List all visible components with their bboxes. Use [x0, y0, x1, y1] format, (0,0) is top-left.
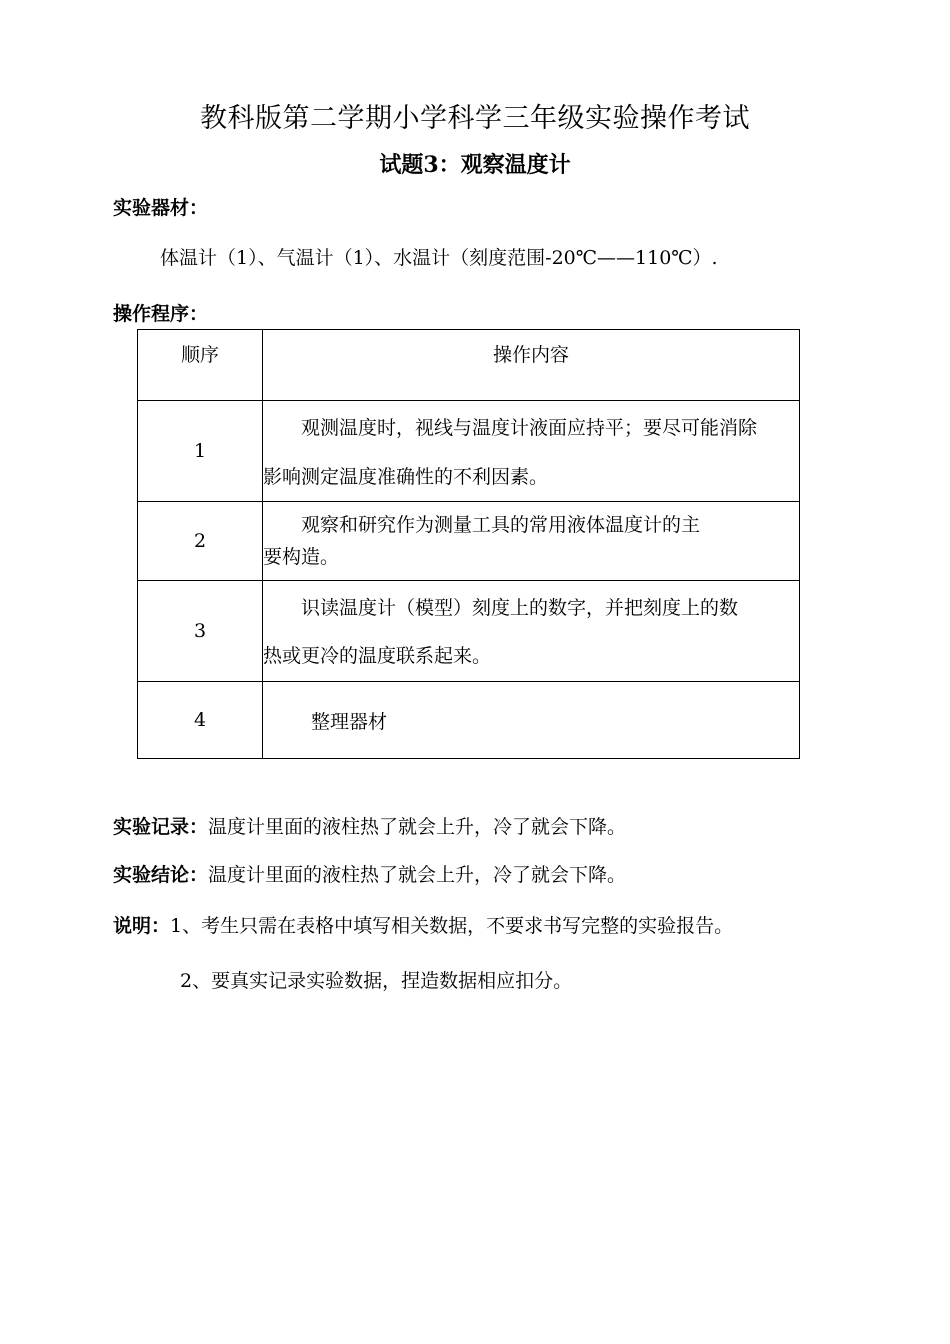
row-content: [263, 401, 800, 502]
row-content-line: 热或更冷的温度联系起来。: [263, 645, 492, 667]
row-content: [263, 682, 800, 759]
column-header-seq: 顺序: [138, 330, 263, 401]
conclusion-text: 温度计里面的液柱热了就会上升，冷了就会下降。: [208, 864, 627, 886]
row-content-line: 观察和研究作为测量工具的常用液体温度计的主: [301, 513, 701, 536]
column-header-content: 操作内容: [263, 330, 800, 401]
table-row: [138, 682, 800, 759]
exam-subtitle: 试题3：观察温度计: [379, 152, 571, 178]
record-text: 温度计里面的液柱热了就会上升，冷了就会下降。: [208, 816, 627, 838]
row-content: [263, 502, 800, 581]
row-content-line: 整理器材: [311, 710, 388, 733]
procedure-table: [137, 329, 800, 759]
table-row: [138, 401, 800, 502]
conclusion-label: 实验结论：: [113, 864, 209, 886]
table-row: [138, 581, 800, 682]
notes-label: 说明：: [113, 915, 171, 937]
table-header-row: [138, 330, 800, 401]
row-content-line: 影响测定温度准确性的不利因素。: [263, 466, 549, 488]
row-content: [263, 581, 800, 682]
materials-text: 体温计（1）、气温计（1）、水温计（刻度范围-20℃——110℃）.: [160, 247, 718, 269]
record-line: [113, 812, 626, 839]
row-content-line: 识读温度计（模型）刻度上的数字，并把刻度上的数: [301, 597, 739, 619]
row-seq: 2: [138, 502, 263, 581]
page-title: 教科版第二学期小学科学三年级实验操作考试: [200, 103, 750, 134]
procedure-heading: 操作程序：: [113, 303, 209, 325]
notes-line: [113, 911, 733, 938]
conclusion-line: [113, 860, 626, 887]
notes-item-1: 1、考生只需在表格中填写相关数据，不要求书写完整的实验报告。: [170, 915, 734, 937]
row-seq: 1: [138, 401, 263, 502]
row-seq: 3: [138, 581, 263, 682]
row-seq: 4: [138, 682, 263, 759]
notes-item-2: 2、要真实记录实验数据，捏造数据相应扣分。: [180, 970, 573, 992]
row-content-line: 观测温度时，视线与温度计液面应持平；要尽可能消除: [301, 417, 758, 439]
row-content-line: 要构造。: [263, 545, 340, 568]
table-row: [138, 502, 800, 581]
record-label: 实验记录：: [113, 816, 209, 838]
materials-heading: 实验器材：: [113, 197, 209, 219]
